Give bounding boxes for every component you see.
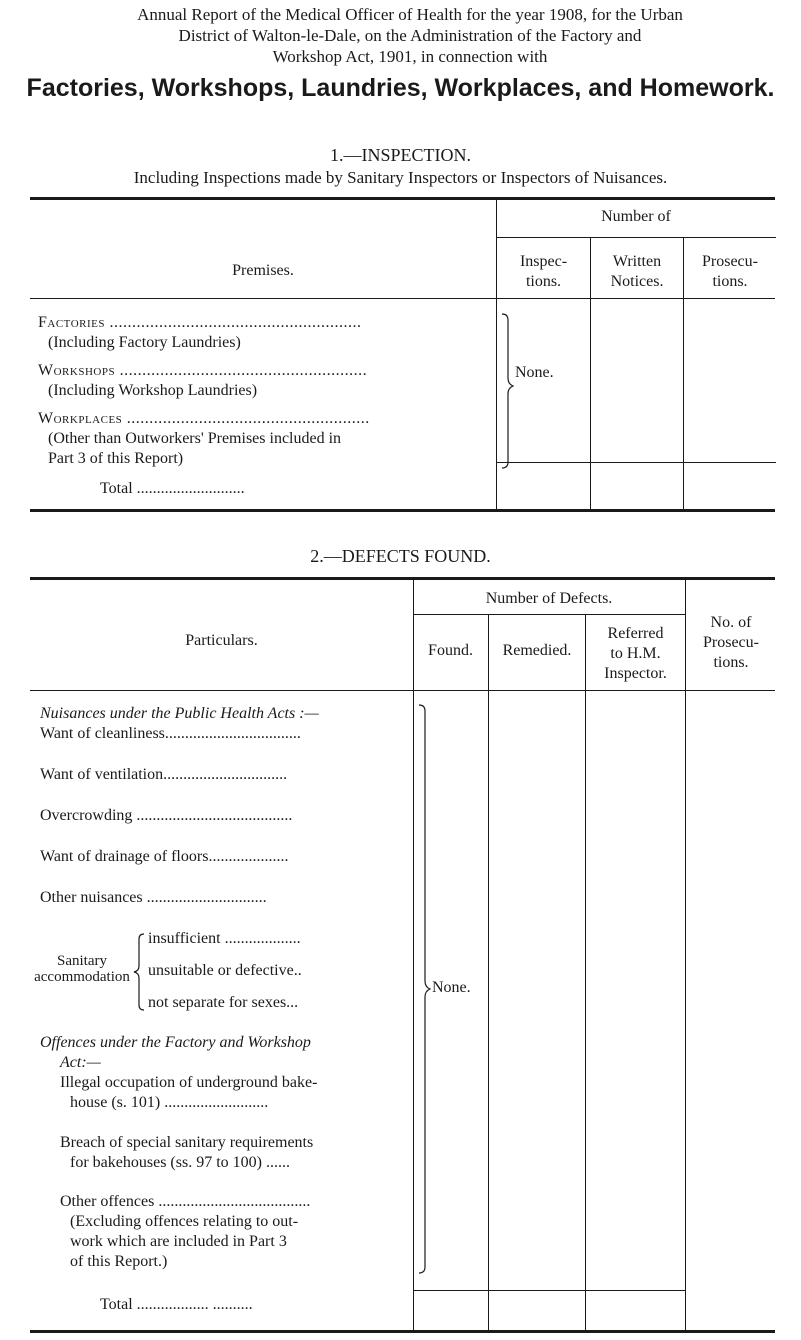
- number-of-header: Number of: [601, 208, 671, 225]
- row-workplaces: Workplaces ......................................................: [38, 410, 370, 427]
- item-other-offences-note-3: of this Report.): [70, 1253, 168, 1270]
- intro-line-1: Annual Report of the Medical Officer of Health for the year 1908, for the Urban: [137, 5, 683, 24]
- inspection-title: 1.—INSPECTION.: [329, 145, 471, 165]
- table2-top-rule: [30, 577, 775, 580]
- item-illegal-occupation-ref: house (s. 101) ..........................: [70, 1094, 269, 1111]
- row-factories: Factories ........................................................: [38, 314, 362, 331]
- intro-line-3: Workshop Act, 1901, in connection with: [272, 47, 548, 66]
- inspection-subtitle: Including Inspections made by Sanitary Inspectors or Inspectors of Nuisances.: [133, 168, 668, 187]
- item-unsuitable: unsuitable or defective..: [148, 962, 302, 979]
- table1-subhead-rule: [496, 237, 776, 238]
- brace-icon: [500, 312, 514, 472]
- table1-top-rule: [30, 197, 775, 200]
- nuisances-heading: Nuisances under the Public Health Acts :—: [40, 705, 319, 722]
- inspection-none-value: None.: [515, 364, 554, 381]
- item-drainage: Want of drainage of floors....................: [40, 848, 289, 865]
- item-other-nuisances: Other nuisances ..............................: [40, 889, 267, 906]
- offences-heading-act: Act:—: [60, 1054, 101, 1071]
- item-cleanliness: Want of cleanliness..................................: [40, 725, 301, 742]
- table2-divider: [685, 580, 686, 1332]
- written-notices-header: Written Notices.: [610, 253, 664, 290]
- total-row-2: Total .................. ..........: [100, 1296, 253, 1313]
- table2-divider: [585, 614, 586, 1332]
- item-other-offences-note-1: (Excluding offences relating to out-: [70, 1213, 299, 1230]
- offences-heading: Offences under the Factory and Workshop: [40, 1034, 311, 1051]
- item-other-offences-note-2: work which are included in Part 3: [70, 1233, 287, 1250]
- item-insufficient: insufficient ...................: [148, 930, 301, 947]
- prosecutions-header: Prosecu- tions.: [702, 253, 758, 290]
- item-breach-ref: for bakehouses (ss. 97 to 100) ......: [70, 1154, 290, 1171]
- defects-title: 2.—DEFECTS FOUND.: [310, 546, 491, 566]
- item-illegal-occupation: Illegal occupation of underground bake-: [60, 1074, 318, 1091]
- item-other-offences: Other offences ......................................: [60, 1193, 311, 1210]
- item-overcrowding: Overcrowding .......................................: [40, 807, 293, 824]
- number-of-defects-header: Number of Defects.: [485, 590, 613, 607]
- brace-icon: [132, 932, 146, 1012]
- row-factories-sub: (Including Factory Laundries): [48, 334, 241, 351]
- main-title: Factories, Workshops, Laundries, Workplaces, and Homework.: [26, 74, 775, 102]
- table2-total-rule: [413, 1290, 685, 1291]
- row-workplaces-sub2: Part 3 of this Report): [48, 450, 184, 467]
- row-workplaces-sub: (Other than Outworkers' Premises included in: [48, 430, 342, 447]
- premises-header: Premises.: [232, 262, 294, 279]
- table2-divider: [413, 580, 414, 1332]
- item-breach: Breach of special sanitary requirements: [60, 1134, 314, 1151]
- table1-total-rule: [496, 462, 776, 463]
- particulars-header: Particulars.: [185, 632, 258, 649]
- sanitary-accommodation-label: Sanitary accommodation: [34, 953, 130, 985]
- defects-none-value: None.: [432, 979, 471, 996]
- table2-header-rule: [30, 690, 775, 691]
- table2-divider: [488, 614, 489, 1332]
- table1-header-rule: [30, 298, 775, 299]
- table2-subhead-rule: [413, 614, 685, 615]
- report-intro: [40, 4, 780, 67]
- no-of-prosecutions-header: No. of Prosecu- tions.: [703, 614, 759, 671]
- item-ventilation: Want of ventilation...............................: [40, 766, 288, 783]
- inspections-header: Inspec- tions.: [519, 253, 568, 290]
- referred-header: Referred to H.M. Inspector.: [604, 625, 667, 682]
- remedied-header: Remedied.: [502, 642, 572, 659]
- row-workshops-sub: (Including Workshop Laundries): [48, 382, 258, 399]
- table2-bottom-rule: [30, 1330, 775, 1333]
- total-row-1: Total ...........................: [100, 480, 245, 497]
- row-workshops: Workshops .......................................................: [38, 362, 368, 379]
- found-header: Found.: [428, 642, 473, 659]
- table1-bottom-rule: [30, 509, 775, 512]
- item-not-separate: not separate for sexes...: [148, 994, 299, 1011]
- intro-line-2: District of Walton-le-Dale, on the Administration of the Factory and: [178, 26, 642, 45]
- brace-icon: [417, 703, 431, 1275]
